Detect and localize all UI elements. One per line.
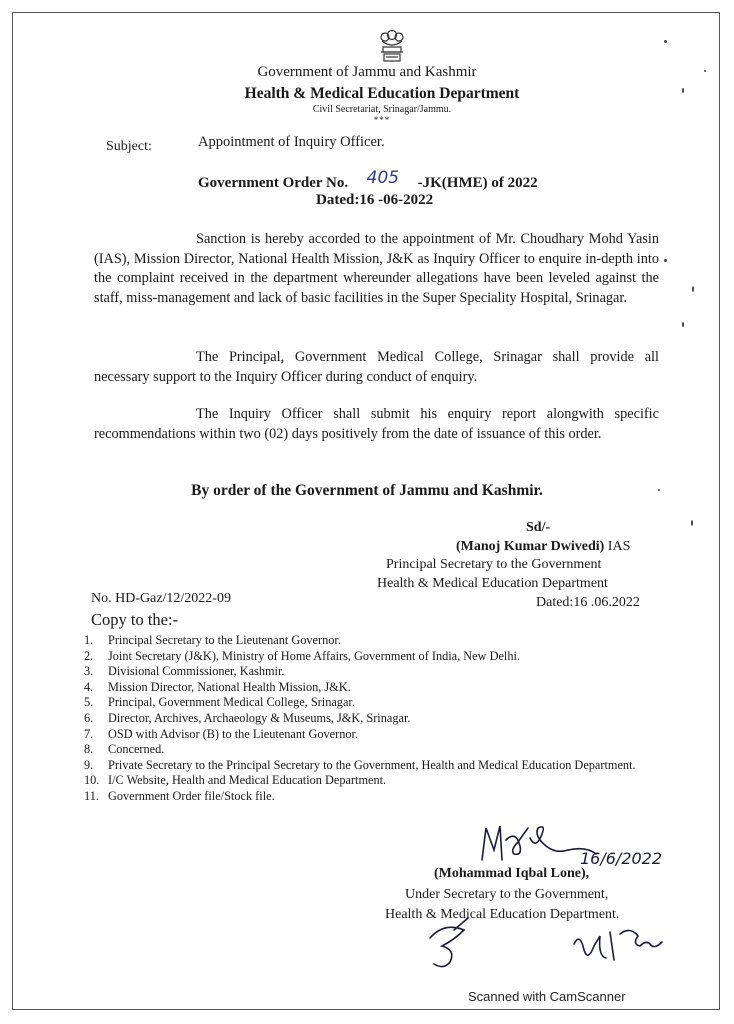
scan-speck <box>664 40 667 43</box>
signatory-service: IAS <box>607 539 631 554</box>
paragraph-sanction <box>94 230 659 308</box>
order-number-line <box>198 168 538 192</box>
signatory-title-line2: Health & Medical Education Department <box>377 576 608 591</box>
copy-list-number: 7. <box>84 726 94 741</box>
copy-list-text: Private Secretary to the Principal Secretary to the Government, Health and Medical Education Department. <box>108 757 636 772</box>
copy-list-number: 11. <box>84 788 99 803</box>
camscanner-watermark: Scanned with CamScanner <box>468 989 626 1004</box>
copy-list-number: 10. <box>84 773 100 788</box>
copy-list-number: 1. <box>84 633 94 647</box>
scan-speck <box>704 70 706 72</box>
scan-speck <box>691 520 693 526</box>
copy-list-item <box>84 789 664 805</box>
signatory-dated: Dated:16 .06.2022 <box>536 595 640 610</box>
copy-list-number: 8. <box>84 742 94 757</box>
handwritten-date: 16/6/2022 <box>580 849 663 868</box>
copy-list-number: 2. <box>84 648 94 663</box>
copy-list-item <box>84 742 664 758</box>
state-emblem-icon <box>372 27 412 67</box>
paragraph-text: The Principal, Government Medical College, Srinagar shall provide all necessary support to the Inquiry Officer during conduct of enquiry. <box>94 349 659 385</box>
paragraph-text: Sanction is hereby accorded to the appointment of Mr. Choudhary Mohd Yasin (IAS), Mission Director, National Health Mission, J&K as Inquiry Officer to enquire in-depth into the complaint received in the department whereunder allegations have been leveled against the staff, miss-management and lack of basic facilities in the Super Speciality Hospital, Srinagar. <box>94 231 659 306</box>
signatory-title-line1: Principal Secretary to the Government <box>386 557 602 572</box>
copy-list-number: 6. <box>84 710 94 725</box>
header-government: Government of Jammu and Kashmir <box>257 64 477 80</box>
undersigned-title-line2: Health & Medical Education Department. <box>385 907 620 922</box>
scan-speck <box>664 259 667 262</box>
by-order-line: By order of the Government of Jammu and Kashmir. <box>191 482 543 499</box>
subject-text: Appointment of Inquiry Officer. <box>198 134 385 150</box>
order-suffix: -JK(HME) of 2022 <box>417 175 538 191</box>
copy-list-text: Concerned. <box>108 742 165 757</box>
copy-list-number: 4. <box>84 679 94 694</box>
scan-speck <box>682 88 684 93</box>
copy-list-item <box>84 664 664 680</box>
paragraph-text: The Inquiry Officer shall submit his enquiry report alongwith specific recommendations within two (02) days positively from the date of issuance of this order. <box>94 406 659 442</box>
signatory-name-text: (Manoj Kumar Dwivedi) <box>456 539 605 554</box>
copy-list-item <box>84 633 664 649</box>
undersigned-name: (Mohammad Iqbal Lone), <box>434 866 590 881</box>
handwritten-initials <box>424 916 684 978</box>
header-address: Civil Secretariat, Srinagar/Jammu. <box>312 104 452 115</box>
copy-list-item <box>84 649 664 665</box>
order-number-handwritten: 405 <box>366 168 400 188</box>
signatory-name <box>456 539 630 555</box>
undersigned-title-line1: Under Secretary to the Government, <box>405 887 609 902</box>
copy-list-text: OSD with Advisor (B) to the Lieutenant Governor. <box>108 726 359 741</box>
subject-label: Subject: <box>106 139 152 154</box>
copy-list-text: Mission Director, National Health Mission, J&K. <box>108 679 351 694</box>
order-dated: Dated:16 -06-2022 <box>316 192 434 208</box>
copy-list-text: Divisional Commissioner, Kashmir. <box>108 664 285 679</box>
signatory-sd: Sd/- <box>526 520 551 535</box>
order-prefix: Government Order No. <box>198 175 349 191</box>
paragraph-report <box>94 405 659 444</box>
copy-list-text: Director, Archives, Archaeology & Museums, J&K, Srinagar. <box>108 710 411 725</box>
copy-list-item <box>84 695 664 711</box>
copy-list-number: 5. <box>84 695 94 710</box>
copy-to-list <box>84 633 664 805</box>
copy-list-text: Government Order file/Stock file. <box>108 788 275 803</box>
copy-list-text: I/C Website, Health and Medical Education Department. <box>108 773 387 788</box>
copy-to-heading: Copy to the:- <box>91 610 179 629</box>
copy-list-item <box>84 758 664 774</box>
copy-list-number: 3. <box>84 664 94 679</box>
header-separator: *** <box>373 115 391 125</box>
copy-list-item <box>84 727 664 743</box>
header-department: Health & Medical Education Department <box>244 85 520 102</box>
copy-list-text: Principal Secretary to the Lieutenant Governor. <box>108 633 341 647</box>
copy-list-item <box>84 773 664 789</box>
copy-list-item <box>84 711 664 727</box>
copy-list-item <box>84 680 664 696</box>
reference-number: No. HD-Gaz/12/2022-09 <box>91 591 231 606</box>
scan-speck <box>692 286 694 292</box>
scan-speck <box>658 489 660 491</box>
scan-speck <box>682 322 684 327</box>
paragraph-support <box>94 348 659 387</box>
copy-list-number: 9. <box>84 757 94 772</box>
copy-list-text: Principal, Government Medical College, Srinagar. <box>108 695 355 710</box>
copy-list-text: Joint Secretary (J&K), Ministry of Home Affairs, Government of India, New Delhi. <box>108 648 520 663</box>
